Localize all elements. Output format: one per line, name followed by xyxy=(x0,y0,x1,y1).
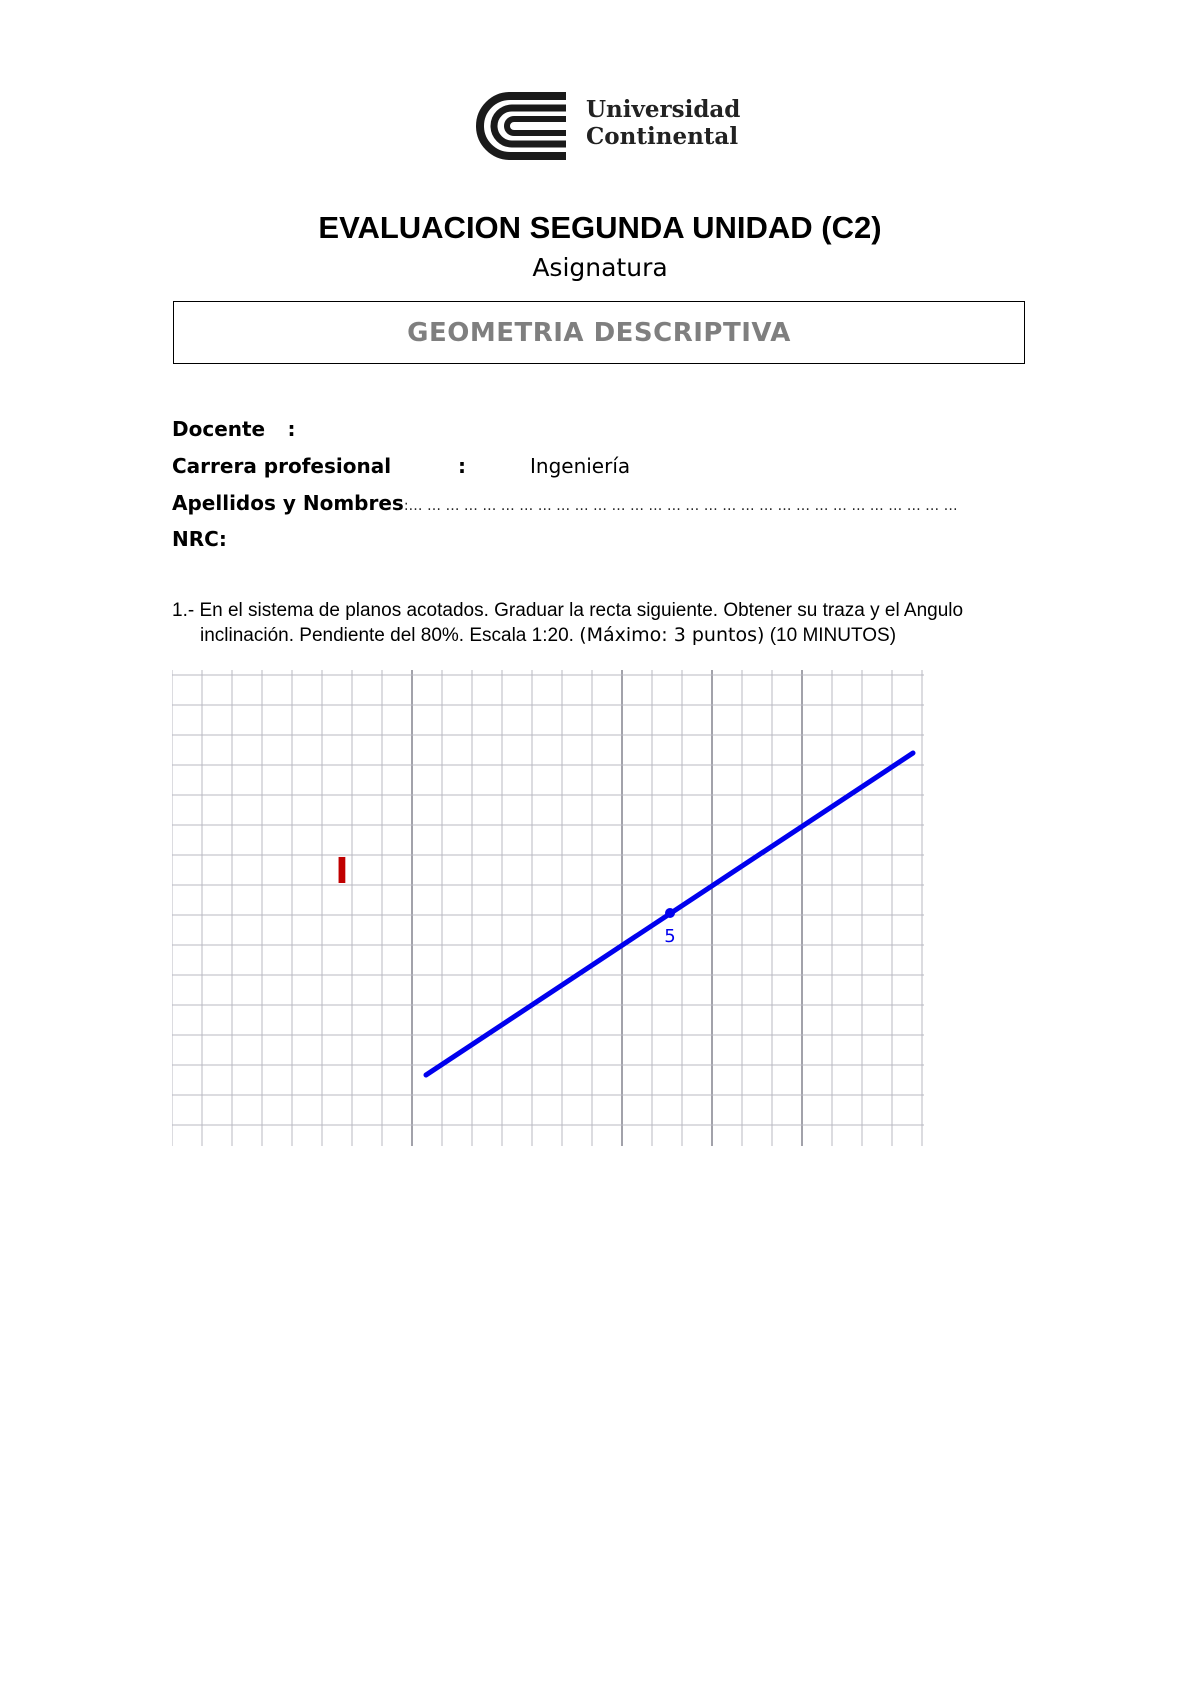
exam-subtitle: Asignatura xyxy=(532,253,668,282)
docente-line xyxy=(172,417,295,441)
carrera-value: Ingeniería xyxy=(530,454,631,478)
nrc-line xyxy=(172,527,227,551)
apellidos-label: Apellidos y Nombres xyxy=(172,491,404,515)
nrc-label: NRC: xyxy=(172,527,227,551)
course-box xyxy=(173,301,1025,364)
carrera-label: Carrera profesional xyxy=(172,454,392,478)
university-name: Universidad Continental xyxy=(586,96,741,150)
question-time: (10 MINUTOS) xyxy=(769,625,897,646)
docente-label: Docente xyxy=(172,417,266,441)
grid-lines xyxy=(172,670,924,1146)
point-5-label: 5 xyxy=(664,926,676,947)
carrera-line xyxy=(172,454,631,478)
apellidos-dots: :… … … … … … … … … … … … … … … … … … … … … … … … … … … … … … xyxy=(403,498,958,514)
carrera-sep: : xyxy=(458,454,466,478)
exam-title: EVALUACION SEGUNDA UNIDAD (C2) xyxy=(318,210,882,245)
mark-label: I xyxy=(335,851,349,892)
question-number: 1.- xyxy=(172,600,195,621)
question-line1: En el sistema de planos acotados. Graduar la recta siguiente. Obtener su traza y el Angulo xyxy=(199,600,964,621)
question-max-points: (Máximo: 3 puntos) xyxy=(579,624,765,646)
question-1 xyxy=(172,598,1032,648)
apellidos-line xyxy=(172,491,958,515)
point-5-marker xyxy=(665,908,675,918)
graph-grid xyxy=(172,670,924,1146)
docente-sep: : xyxy=(287,417,296,441)
question-line2: inclinación. Pendiente del 80%. Escala 1:20. xyxy=(200,625,574,646)
course-name: GEOMETRIA DESCRIPTIVA xyxy=(407,317,791,348)
